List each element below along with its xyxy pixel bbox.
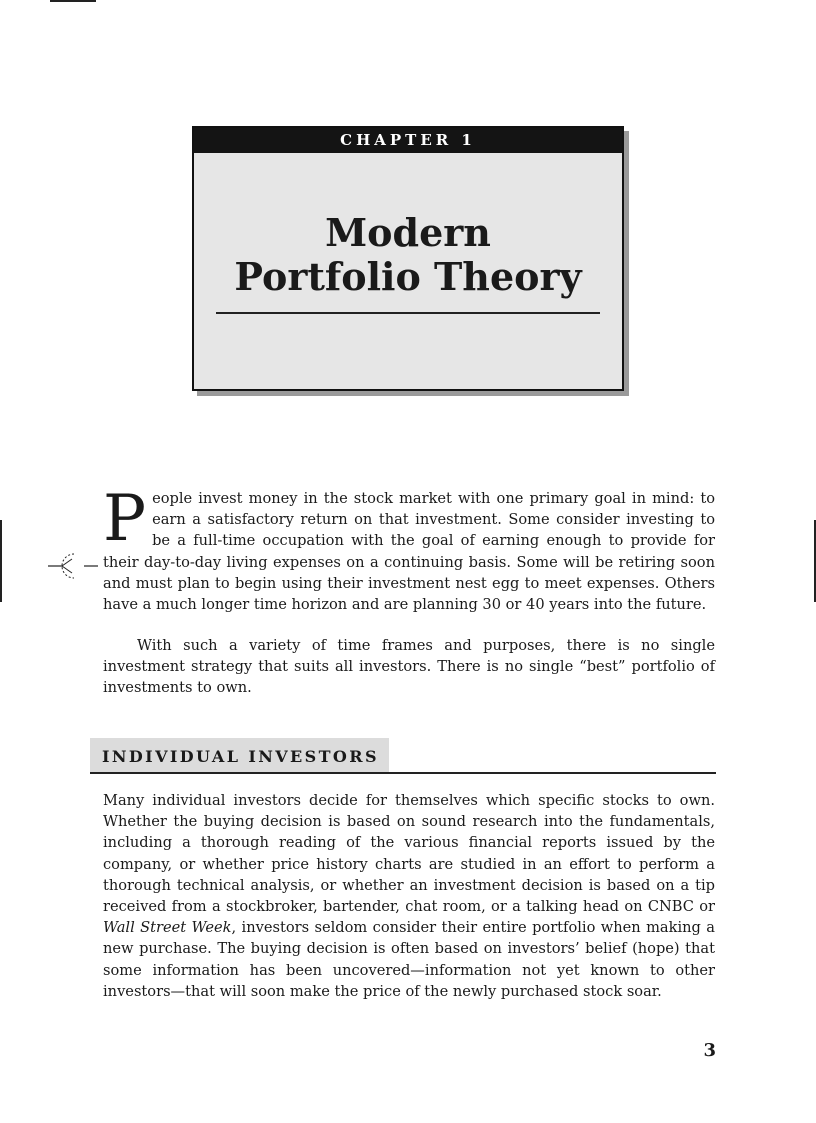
chapter-title-box [192, 126, 624, 391]
section-heading-bar [90, 738, 716, 774]
section-paragraph-text-2: , investors seldom consider their entire portfolio when making a new purchase. The buying decision is often based on investors’ belief (hope) that some information has been uncovered—information not yet known to other investors—that will soon make the price of the newly purchased stock soar. [103, 919, 715, 1000]
chapter-title-line-2: Portfolio Theory [234, 254, 582, 299]
registration-mark-icon [48, 549, 98, 583]
drop-cap: P [103, 482, 147, 556]
chapter-label: CHAPTER 1 [194, 128, 622, 153]
intro-paragraph-2: With such a variety of time frames and purposes, there is no single investment strategy that suits all investors. There is no single “best” portfolio of investments to own. [103, 637, 715, 697]
chapter-title-line-1: Modern [325, 210, 491, 255]
section-paragraph [103, 790, 715, 1002]
crop-mark-top [50, 0, 96, 2]
intro-paragraph-1 [103, 482, 715, 615]
crop-mark-left [0, 520, 2, 602]
chapter-title [194, 211, 622, 299]
page-number: 3 [703, 1040, 716, 1061]
section-heading: INDIVIDUAL INVESTORS [90, 738, 389, 772]
section-paragraph-text-1: Many individual investors decide for themselves which specific stocks to own. Whether the buying decision is based on sound research into the fundamentals, including a thorough reading of the various financial reports issued by the company, or whether price history charts are studied in an effort to perform a thorough technical analysis, or whether an investment decision is based on a tip received from a stockbroker, bartender, chat room, or a talking head on CNBC or [103, 792, 715, 916]
publication-title: Wall Street Week [103, 919, 232, 937]
intro-paragraph-1-text: eople invest money in the stock market with one primary goal in mind: to earn a satisfactory return on that investment. Some consider investing to be a full-time occupation with the goal of earning enough to provide for their day-to-day living expenses on a continuing basis. Some will be retiring soon and must plan to begin using their investment nest egg to meet expenses. Others have a much longer time horizon and are planning 30 or 40 years into the future. [103, 490, 715, 614]
chapter-title-rule [216, 312, 600, 314]
